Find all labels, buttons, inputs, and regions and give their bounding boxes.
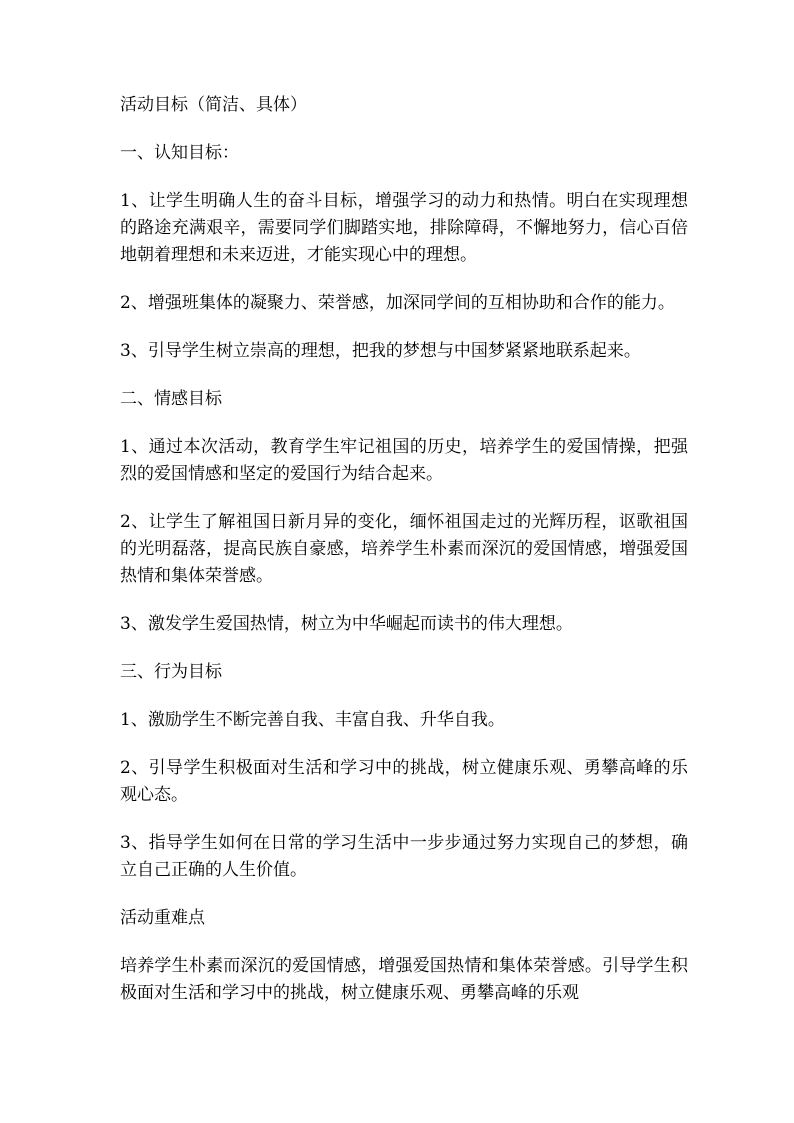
paragraph-behavior-1: 1、激励学生不断完善自我、丰富自我、升华自我。 bbox=[120, 710, 505, 730]
heading-key-difficulties: 活动重难点 bbox=[120, 908, 205, 928]
heading-behavior-goals: 三、行为目标 bbox=[120, 662, 222, 682]
paragraph-emotional-2: 2、让学生了解祖国日新月异的变化，缅怀祖国走过的光辉历程，讴歌祖国的光明磊落，提高民族自豪感，培养学生朴素而深沉的爱国情感，增强爱国热情和集体荣誉感。 bbox=[120, 512, 688, 586]
heading-emotional-goals: 二、情感目标 bbox=[120, 389, 222, 409]
paragraph-cognitive-1: 1、让学生明确人生的奋斗目标，增强学习的动力和热情。明白在实现理想的路途充满艰辛，需要同学们脚踏实地，排除障碍，不懈地努力，信心百倍地朝着理想和未来迈进，才能实现心中的理想。 bbox=[120, 191, 688, 265]
paragraph-key-difficulties: 培养学生朴素而深沉的爱国情感，增强爱国热情和集体荣誉感。引导学生积极面对生活和学习中的挑战，树立健康乐观、勇攀高峰的乐观 bbox=[120, 956, 688, 1003]
paragraph-emotional-3: 3、激发学生爱国热情，树立为中华崛起而读书的伟大理想。 bbox=[120, 614, 573, 634]
paragraph-emotional-1: 1、通过本次活动，教育学生牢记祖国的历史，培养学生的爱国情操，把强烈的爱国情感和坚定的爱国行为结合起来。 bbox=[120, 437, 688, 484]
paragraph-cognitive-2: 2、增强班集体的凝聚力、荣誉感，加深同学间的互相协助和合作的能力。 bbox=[120, 293, 675, 313]
paragraph-behavior-2: 2、引导学生积极面对生活和学习中的挑战，树立健康乐观、勇攀高峰的乐观心态。 bbox=[120, 758, 688, 805]
document-page bbox=[120, 92, 688, 1028]
paragraph-cognitive-3: 3、引导学生树立崇高的理想，把我的梦想与中国梦紧紧地联系起来。 bbox=[120, 341, 641, 361]
section-title-activity-goals: 活动目标（简洁、具体） bbox=[120, 95, 307, 115]
heading-cognitive-goals: 一、认知目标： bbox=[120, 143, 239, 163]
paragraph-behavior-3: 3、指导学生如何在日常的学习生活中一步步通过努力实现自己的梦想，确立自己正确的人生价值。 bbox=[120, 833, 688, 880]
